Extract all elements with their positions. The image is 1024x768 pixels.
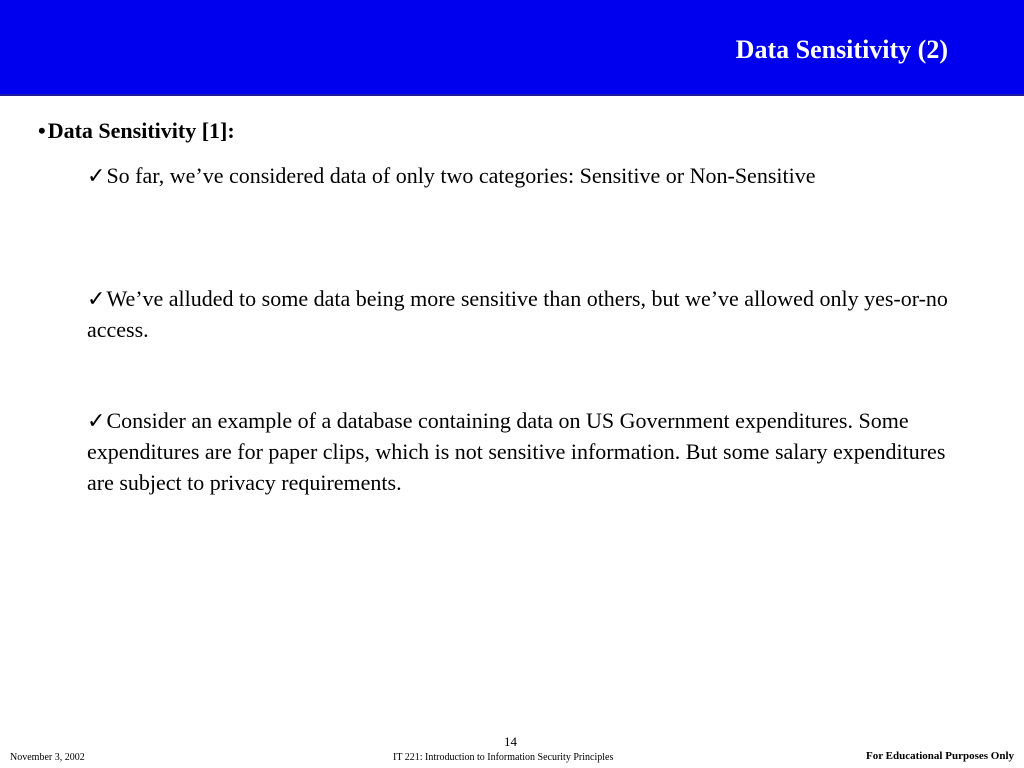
sub-point-text: So far, we’ve considered data of only two categories: Sensitive or Non-Sensitive (106, 163, 816, 188)
sub-point-text: We’ve alluded to some data being more sensitive than others, but we’ve allowed only yes-or-no access. (87, 286, 948, 342)
footer-notice: For Educational Purposes Only (865, 750, 1014, 762)
sub-point-2 (87, 283, 977, 345)
page-number: 14 (504, 734, 517, 749)
footer-date: November 3, 2002 (10, 752, 85, 763)
main-bullet (38, 116, 235, 146)
checkmark-icon: ✓ (87, 286, 106, 311)
sub-point-3 (87, 405, 977, 498)
sub-point-1 (87, 160, 977, 191)
sub-point-text: Consider an example of a database containing data on US Government expenditures. Some expenditures are for paper clips, which is not sensitive information. But some salary expenditures are subject to privacy requirements. (87, 408, 946, 495)
title-bar (0, 0, 1024, 96)
bullet-heading: Data Sensitivity [1]: (47, 118, 235, 143)
bullet-icon: • (38, 118, 46, 143)
slide-title: Data Sensitivity (2) (735, 35, 948, 64)
checkmark-icon: ✓ (87, 163, 106, 188)
footer-course-title: IT 221: Introduction to Information Security Principles (393, 752, 614, 763)
checkmark-icon: ✓ (87, 408, 106, 433)
